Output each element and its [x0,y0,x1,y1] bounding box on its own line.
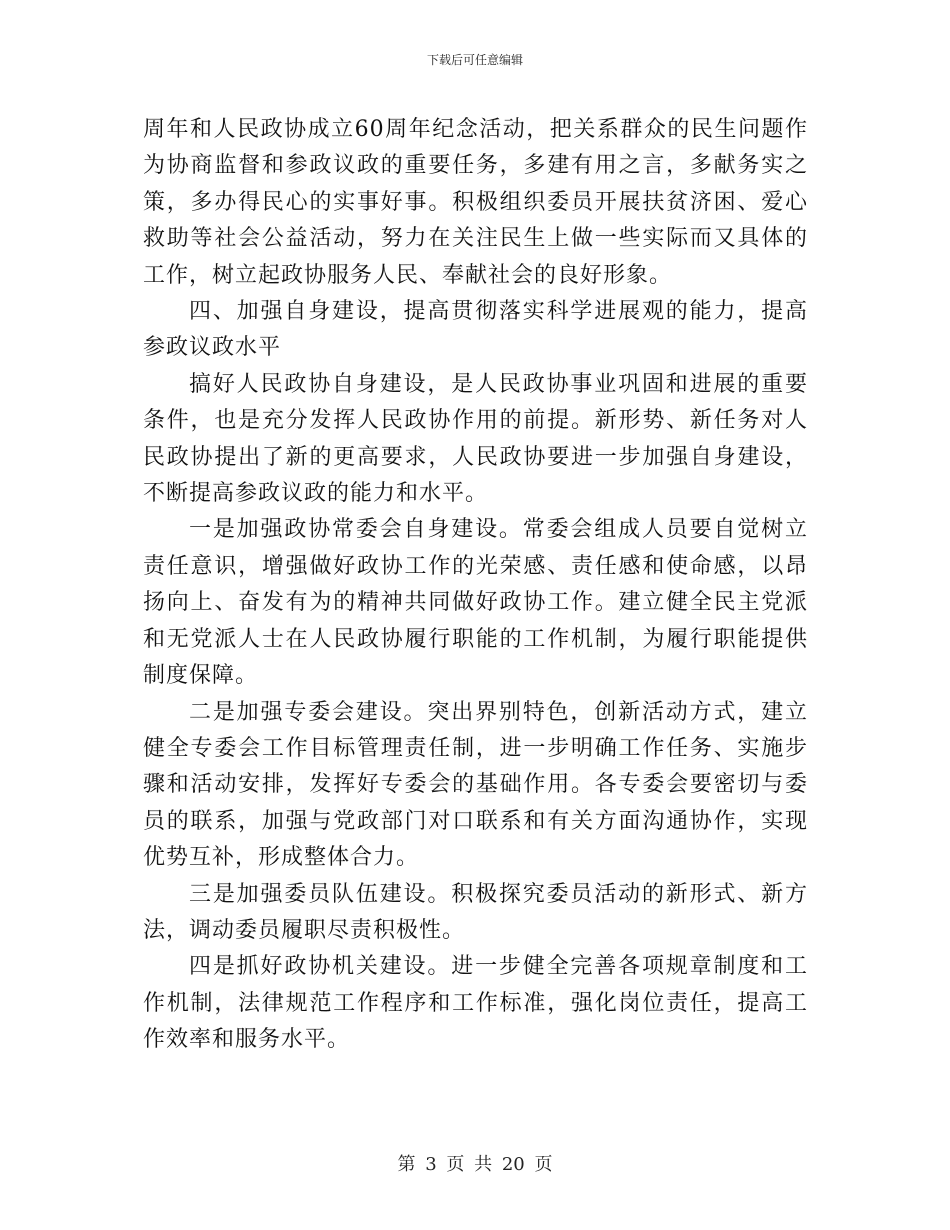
page-number-footer: 第 3 页 共 20 页 [397,1154,553,1175]
paragraph-2: 搞好人民政协自身建设，是人民政协事业巩固和进展的重要条件，也是充分发挥人民政协作用的前提。新形势、新任务对人民政协提出了新的更高要求，人民政协要进一步加强自身建设，不断提高参政议政的能力和水平。 [143,371,808,507]
paragraph-3: 一是加强政协常委会自身建设。常委会组成人员要自觉树立责任意识，增强做好政协工作的光荣感、责任感和使命感，以昂扬向上、奋发有为的精神共同做好政协工作。建立健全民主党派和无党派人士在人民政协履行职能的工作机制，为履行职能提供制度保障。 [143,517,808,689]
document-body [143,112,808,1059]
page-header: 下载后可任意编辑 [426,53,523,67]
paragraph-4: 二是加强专委会建设。突出界别特色，创新活动方式，建立健全专委会工作目标管理责任制，进一步明确工作任务、实施步骤和活动安排，发挥好专委会的基础作用。各专委会要密切与委员的联系，加强与党政部门对口联系和有关方面沟通协作，实现优势互补，形成整体合力。 [143,699,808,871]
section-heading-4: 四、加强自身建设，提高贯彻落实科学进展观的能力，提高参政议政水平 [143,299,808,361]
paragraph-5: 三是加强委员队伍建设。积极探究委员活动的新形式、新方法，调动委员履职尽责积极性。 [143,881,808,943]
paragraph-6: 四是抓好政协机关建设。进一步健全完善各项规章制度和工作机制，法律规范工作程序和工作标准，强化岗位责任，提高工作效率和服务水平。 [143,954,808,1053]
paragraph-1: 周年和人民政协成立60周年纪念活动，把关系群众的民生问题作为协商监督和参政议政的重要任务，多建有用之言，多献务实之策，多办得民心的实事好事。积极组织委员开展扶贫济困、爱心救助等社会公益活动，努力在关注民生上做一些实际而又具体的工作，树立起政协服务人民、奉献社会的良好形象。 [143,117,808,288]
